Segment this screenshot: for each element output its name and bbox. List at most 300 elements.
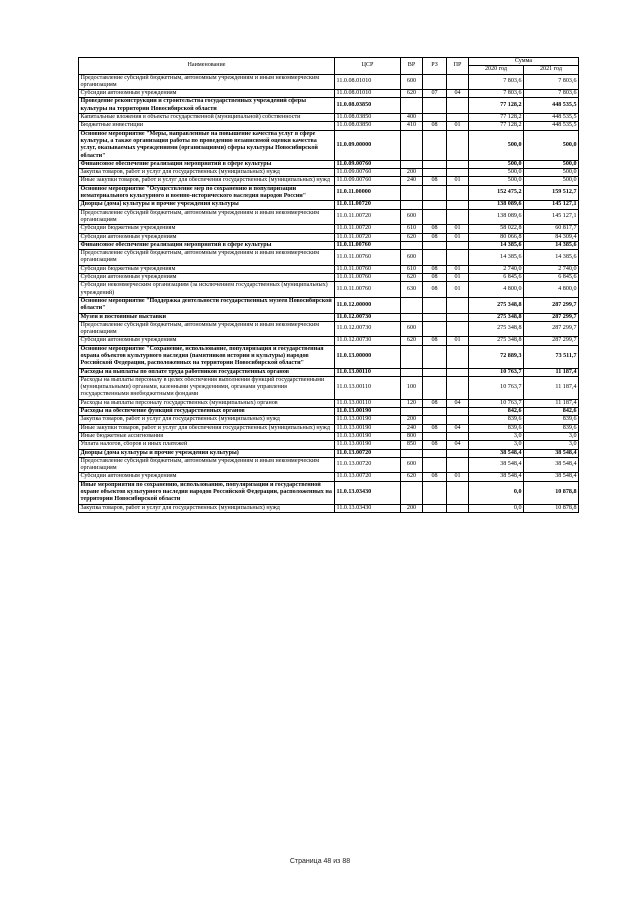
cell-csr: 11.0.11.00720	[335, 233, 401, 241]
cell-2021: 7 803,6	[524, 90, 579, 98]
cell-pr	[447, 98, 469, 114]
cell-2021: 3,0	[524, 432, 579, 440]
cell-2020: 275 348,8	[469, 337, 524, 345]
cell-2020: 7 803,6	[469, 74, 524, 90]
cell-rz	[423, 432, 447, 440]
cell-pr: 01	[447, 177, 469, 185]
table-row	[79, 225, 579, 233]
cell-2020: 0,0	[469, 481, 524, 504]
cell-pr	[447, 345, 469, 368]
table-row	[79, 424, 579, 432]
cell-2021: 60 817,7	[524, 225, 579, 233]
cell-name: Иные бюджетные ассигнования	[79, 432, 335, 440]
cell-name: Иные закупки товаров, работ и услуг для обеспечения государственных (муниципальных) нужд	[79, 424, 335, 432]
cell-name: Закупка товаров, работ и услуг для государственных (муниципальных) нужд	[79, 416, 335, 424]
cell-vr: 120	[401, 399, 423, 407]
cell-2020: 500,0	[469, 130, 524, 160]
cell-csr: 11.0.11.00720	[335, 225, 401, 233]
cell-vr: 200	[401, 416, 423, 424]
cell-name: Субсидии автономным учреждениям	[79, 233, 335, 241]
cell-2020: 4 800,0	[469, 282, 524, 298]
cell-vr: 620	[401, 233, 423, 241]
cell-csr: 11.0.13.00190	[335, 432, 401, 440]
cell-pr	[447, 185, 469, 201]
cell-pr: 04	[447, 399, 469, 407]
cell-name: Музеи и постоянные выставки	[79, 313, 335, 321]
table-row	[79, 130, 579, 160]
cell-pr: 04	[447, 441, 469, 449]
cell-2020: 77 128,2	[469, 114, 524, 122]
table-row	[79, 233, 579, 241]
cell-2021: 500,0	[524, 160, 579, 168]
cell-vr: 600	[401, 250, 423, 266]
cell-csr: 11.0.13.03430	[335, 504, 401, 512]
cell-pr	[447, 457, 469, 473]
cell-2020: 842,6	[469, 408, 524, 416]
cell-pr	[447, 313, 469, 321]
cell-pr: 04	[447, 424, 469, 432]
cell-pr	[447, 114, 469, 122]
cell-2020: 10 763,7	[469, 376, 524, 399]
cell-csr: 11.0.11.00760	[335, 241, 401, 249]
cell-2021: 145 127,1	[524, 201, 579, 209]
table-row	[79, 473, 579, 481]
cell-2020: 77 128,2	[469, 98, 524, 114]
cell-2021: 500,0	[524, 130, 579, 160]
cell-2020: 14 385,6	[469, 250, 524, 266]
cell-2020: 58 022,8	[469, 225, 524, 233]
cell-2021: 500,0	[524, 177, 579, 185]
cell-2021: 11 187,4	[524, 376, 579, 399]
col-header-name: Наименование	[79, 58, 335, 75]
table-row	[79, 169, 579, 177]
cell-2020: 14 385,6	[469, 241, 524, 249]
cell-csr: 11.0.11.00000	[335, 185, 401, 201]
cell-vr	[401, 313, 423, 321]
cell-pr	[447, 321, 469, 337]
page-number: Страница 48 из 88	[289, 858, 351, 865]
col-header-rz: РЗ	[423, 58, 447, 75]
cell-vr: 200	[401, 169, 423, 177]
cell-csr: 11.0.13.00720	[335, 473, 401, 481]
table-row	[79, 449, 579, 457]
cell-rz	[423, 481, 447, 504]
cell-name: Субсидии некоммерческим организациям (за исключением государственных (муниципальных) учреждений)	[79, 282, 335, 298]
cell-rz	[423, 74, 447, 90]
cell-csr: 11.0.13.00720	[335, 457, 401, 473]
cell-rz: 08	[423, 177, 447, 185]
cell-name: Дворцы (дома культуры и прочие учреждения культуры)	[79, 449, 335, 457]
cell-csr: 11.0.08.01010	[335, 90, 401, 98]
cell-rz: 08	[423, 122, 447, 130]
cell-vr: 240	[401, 424, 423, 432]
cell-pr	[447, 408, 469, 416]
cell-rz	[423, 201, 447, 209]
table-header	[79, 58, 579, 75]
cell-name: Субсидии бюджетным учреждениям	[79, 225, 335, 233]
cell-2020: 138 089,6	[469, 209, 524, 225]
cell-vr	[401, 241, 423, 249]
table-row	[79, 408, 579, 416]
cell-2020: 3,0	[469, 441, 524, 449]
cell-rz: 07	[423, 90, 447, 98]
cell-csr: 11.0.11.00760	[335, 274, 401, 282]
cell-csr: 11.0.12.00730	[335, 321, 401, 337]
cell-2021: 38 548,4	[524, 473, 579, 481]
cell-csr: 11.0.08.03850	[335, 114, 401, 122]
cell-name: Предоставление субсидий бюджетным, автономным учреждениям и иным некоммерческим организациям	[79, 250, 335, 266]
cell-2020: 38 548,4	[469, 473, 524, 481]
cell-csr: 11.0.09.00760	[335, 160, 401, 168]
cell-rz	[423, 185, 447, 201]
col-header-pr: ПР	[447, 58, 469, 75]
cell-rz: 08	[423, 282, 447, 298]
table-row	[79, 399, 579, 407]
cell-name: Основное мероприятие "Поддержка деятельности государственных музеев Новосибирской области"	[79, 297, 335, 313]
cell-2021: 287 299,7	[524, 313, 579, 321]
cell-pr: 01	[447, 274, 469, 282]
cell-pr	[447, 250, 469, 266]
cell-2021: 10 878,8	[524, 481, 579, 504]
cell-2021: 38 548,4	[524, 457, 579, 473]
table-row	[79, 368, 579, 376]
cell-2020: 275 348,8	[469, 313, 524, 321]
table-row	[79, 98, 579, 114]
cell-name: Основное мероприятие "Сохранение, использование, популяризация и государственная охрана объектов культурного наследия (памятников истории и культуры) народов Российской Федерации, расположенных на территории Новосибирской области"	[79, 345, 335, 368]
cell-vr: 620	[401, 90, 423, 98]
cell-rz	[423, 321, 447, 337]
cell-vr: 410	[401, 122, 423, 130]
table-row	[79, 274, 579, 282]
cell-name: Предоставление субсидий бюджетным, автономным учреждениям и иным некоммерческим организациям	[79, 321, 335, 337]
table-row	[79, 416, 579, 424]
cell-pr	[447, 368, 469, 376]
cell-name: Расходы на выплаты персоналу в целях обеспечения выполнения функций государственными (муниципальными) органами, казенными учреждениями, органами управления государственными внебюджетными фондами	[79, 376, 335, 399]
cell-2020: 72 889,3	[469, 345, 524, 368]
cell-2021: 500,0	[524, 169, 579, 177]
cell-name: Расходы на обеспечение функций государственных органов	[79, 408, 335, 416]
table-row	[79, 74, 579, 90]
cell-2021: 11 187,4	[524, 368, 579, 376]
cell-rz	[423, 169, 447, 177]
cell-name: Субсидии автономным учреждениям	[79, 337, 335, 345]
cell-vr	[401, 160, 423, 168]
cell-vr: 610	[401, 225, 423, 233]
cell-2020: 839,6	[469, 416, 524, 424]
cell-vr	[401, 297, 423, 313]
cell-name: Предоставление субсидий бюджетным, автономным учреждениям и иным некоммерческим организациям	[79, 74, 335, 90]
table-row	[79, 250, 579, 266]
cell-pr: 01	[447, 265, 469, 273]
cell-name: Капитальные вложения в объекты государственной (муниципальной) собственности	[79, 114, 335, 122]
cell-pr	[447, 376, 469, 399]
cell-csr: 11.0.13.00110	[335, 399, 401, 407]
cell-2020: 77 128,2	[469, 122, 524, 130]
table-row	[79, 297, 579, 313]
cell-vr	[401, 481, 423, 504]
cell-rz	[423, 98, 447, 114]
cell-csr: 11.0.13.00190	[335, 441, 401, 449]
cell-pr: 01	[447, 282, 469, 298]
cell-2020: 10 763,7	[469, 368, 524, 376]
cell-rz	[423, 209, 447, 225]
cell-csr: 11.0.11.00720	[335, 209, 401, 225]
cell-rz: 08	[423, 399, 447, 407]
cell-2020: 138 089,6	[469, 201, 524, 209]
cell-vr: 630	[401, 282, 423, 298]
cell-rz: 08	[423, 225, 447, 233]
cell-rz	[423, 241, 447, 249]
cell-2021: 159 512,7	[524, 185, 579, 201]
cell-rz	[423, 368, 447, 376]
cell-vr	[401, 130, 423, 160]
cell-2021: 448 535,5	[524, 114, 579, 122]
cell-csr: 11.0.08.03850	[335, 122, 401, 130]
cell-name: Финансовое обеспечение реализации мероприятий в сфере культуры	[79, 241, 335, 249]
cell-pr	[447, 201, 469, 209]
cell-rz	[423, 408, 447, 416]
cell-name: Проведение реконструкции и строительства государственных учреждений сферы культуры на территории Новосибирской области	[79, 98, 335, 114]
cell-csr: 11.0.08.03850	[335, 98, 401, 114]
cell-name: Финансовое обеспечение реализации мероприятий в сфере культуры	[79, 160, 335, 168]
cell-2021: 448 535,5	[524, 122, 579, 130]
cell-name: Субсидии автономным учреждениям	[79, 473, 335, 481]
cell-pr	[447, 449, 469, 457]
cell-vr	[401, 345, 423, 368]
cell-csr: 11.0.12.00730	[335, 313, 401, 321]
cell-pr	[447, 74, 469, 90]
cell-2021: 4 800,0	[524, 282, 579, 298]
cell-2021: 73 511,7	[524, 345, 579, 368]
table-body	[79, 74, 579, 512]
col-header-2020: 2020 год	[469, 66, 524, 74]
cell-rz	[423, 416, 447, 424]
cell-pr: 01	[447, 122, 469, 130]
cell-pr	[447, 160, 469, 168]
table-row	[79, 122, 579, 130]
cell-2020: 275 348,8	[469, 321, 524, 337]
cell-name: Основное мероприятие "Осуществление мер по сохранению и популяризации нематериального культурного и военно-исторического наследия народов России"	[79, 185, 335, 201]
cell-2021: 11 187,4	[524, 399, 579, 407]
cell-2021: 2 740,0	[524, 265, 579, 273]
cell-rz: 08	[423, 274, 447, 282]
cell-csr: 11.0.08.01010	[335, 74, 401, 90]
cell-pr: 01	[447, 233, 469, 241]
table-row	[79, 185, 579, 201]
cell-pr	[447, 504, 469, 512]
cell-csr: 11.0.13.00000	[335, 345, 401, 368]
cell-2020: 0,0	[469, 504, 524, 512]
cell-2020: 500,0	[469, 177, 524, 185]
cell-csr: 11.0.13.00110	[335, 376, 401, 399]
cell-2020: 7 803,6	[469, 90, 524, 98]
table-row	[79, 201, 579, 209]
col-header-vr: ВР	[401, 58, 423, 75]
cell-csr: 11.0.11.00760	[335, 250, 401, 266]
cell-pr	[447, 169, 469, 177]
table-row	[79, 321, 579, 337]
budget-document	[78, 57, 578, 513]
cell-rz	[423, 160, 447, 168]
cell-vr: 620	[401, 473, 423, 481]
table-row	[79, 265, 579, 273]
cell-2020: 839,6	[469, 424, 524, 432]
table-row	[79, 90, 579, 98]
col-header-sum: Сумма	[469, 58, 579, 66]
cell-name: Бюджетные инвестиции	[79, 122, 335, 130]
cell-2021: 7 803,6	[524, 74, 579, 90]
cell-vr: 610	[401, 265, 423, 273]
cell-rz: 08	[423, 424, 447, 432]
cell-2021: 842,6	[524, 408, 579, 416]
cell-2021: 287 299,7	[524, 297, 579, 313]
cell-2021: 10 878,8	[524, 504, 579, 512]
cell-csr: 11.0.13.03430	[335, 481, 401, 504]
cell-vr	[401, 201, 423, 209]
cell-name: Закупка товаров, работ и услуг для государственных (муниципальных) нужд	[79, 504, 335, 512]
cell-csr: 11.0.11.00720	[335, 201, 401, 209]
cell-2020: 6 845,6	[469, 274, 524, 282]
cell-vr: 600	[401, 209, 423, 225]
cell-2021: 6 845,6	[524, 274, 579, 282]
cell-2020: 2 740,0	[469, 265, 524, 273]
cell-pr	[447, 416, 469, 424]
table-row	[79, 160, 579, 168]
cell-vr: 800	[401, 432, 423, 440]
cell-csr: 11.0.09.00760	[335, 177, 401, 185]
cell-rz	[423, 297, 447, 313]
cell-csr: 11.0.13.00720	[335, 449, 401, 457]
cell-pr: 01	[447, 337, 469, 345]
cell-rz	[423, 376, 447, 399]
cell-vr: 600	[401, 321, 423, 337]
cell-rz	[423, 130, 447, 160]
cell-2021: 84 309,4	[524, 233, 579, 241]
cell-2021: 14 385,6	[524, 250, 579, 266]
cell-2021: 448 535,5	[524, 98, 579, 114]
cell-2021: 839,6	[524, 424, 579, 432]
cell-pr	[447, 481, 469, 504]
cell-name: Расходы на выплаты персоналу государственных (муниципальных) органов	[79, 399, 335, 407]
cell-rz: 08	[423, 473, 447, 481]
cell-2021: 3,0	[524, 441, 579, 449]
cell-2021: 38 548,4	[524, 449, 579, 457]
cell-2020: 500,0	[469, 160, 524, 168]
cell-vr: 620	[401, 274, 423, 282]
cell-csr: 11.0.13.00190	[335, 424, 401, 432]
table-row	[79, 432, 579, 440]
cell-vr: 620	[401, 337, 423, 345]
cell-2021: 14 385,6	[524, 241, 579, 249]
cell-2020: 10 763,7	[469, 399, 524, 407]
cell-csr: 11.0.09.00760	[335, 169, 401, 177]
table-row	[79, 441, 579, 449]
table-row	[79, 376, 579, 399]
cell-pr: 01	[447, 473, 469, 481]
cell-csr: 11.0.13.00190	[335, 408, 401, 416]
cell-csr: 11.0.09.00000	[335, 130, 401, 160]
cell-pr	[447, 241, 469, 249]
cell-2021: 839,6	[524, 416, 579, 424]
cell-vr	[401, 408, 423, 416]
cell-rz	[423, 250, 447, 266]
budget-table	[78, 57, 579, 513]
table-row	[79, 337, 579, 345]
cell-vr: 400	[401, 114, 423, 122]
table-row	[79, 481, 579, 504]
cell-name: Основное мероприятие "Меры, направленные на повышение качества услуг в сфере культуры, а также организация работы по проведению независимой оценки качества услуг, оказываемых учреждениями (организациями) сферы культуры Новосибирской области"	[79, 130, 335, 160]
cell-2020: 152 475,2	[469, 185, 524, 201]
cell-2021: 287 299,7	[524, 321, 579, 337]
cell-2020: 500,0	[469, 169, 524, 177]
cell-vr	[401, 368, 423, 376]
cell-name: Расходы на выплаты по оплате труда работников государственных органов	[79, 368, 335, 376]
cell-rz: 08	[423, 337, 447, 345]
cell-rz	[423, 449, 447, 457]
col-header-csr: ЦСР	[335, 58, 401, 75]
table-row	[79, 114, 579, 122]
cell-rz	[423, 114, 447, 122]
cell-2021: 145 127,1	[524, 209, 579, 225]
cell-name: Субсидии автономным учреждениям	[79, 274, 335, 282]
cell-csr: 11.0.12.00730	[335, 337, 401, 345]
cell-pr	[447, 432, 469, 440]
cell-rz: 08	[423, 233, 447, 241]
cell-2020: 275 348,8	[469, 297, 524, 313]
cell-csr: 11.0.13.00190	[335, 416, 401, 424]
cell-vr: 850	[401, 441, 423, 449]
cell-csr: 11.0.13.00110	[335, 368, 401, 376]
cell-rz: 08	[423, 265, 447, 273]
cell-name: Предоставление субсидий бюджетным, автономным учреждениям и иным некоммерческим организациям	[79, 209, 335, 225]
cell-2020: 3,0	[469, 432, 524, 440]
table-row	[79, 177, 579, 185]
table-row	[79, 345, 579, 368]
cell-name: Иные закупки товаров, работ и услуг для обеспечения государственных (муниципальных) нужд	[79, 177, 335, 185]
table-row	[79, 504, 579, 512]
cell-name: Субсидии автономным учреждениям	[79, 90, 335, 98]
cell-vr: 200	[401, 504, 423, 512]
cell-vr: 240	[401, 177, 423, 185]
cell-name: Закупка товаров, работ и услуг для государственных (муниципальных) нужд	[79, 169, 335, 177]
cell-csr: 11.0.11.00760	[335, 282, 401, 298]
cell-rz: 08	[423, 441, 447, 449]
cell-rz	[423, 457, 447, 473]
cell-rz	[423, 504, 447, 512]
cell-name: Уплата налогов, сборов и иных платежей	[79, 441, 335, 449]
table-row	[79, 209, 579, 225]
table-row	[79, 241, 579, 249]
cell-pr: 04	[447, 90, 469, 98]
cell-2020: 38 548,4	[469, 457, 524, 473]
cell-pr	[447, 130, 469, 160]
cell-csr: 11.0.12.00000	[335, 297, 401, 313]
cell-vr: 600	[401, 457, 423, 473]
cell-2020: 38 548,4	[469, 449, 524, 457]
cell-name: Предоставление субсидий бюджетным, автономным учреждениям и иным некоммерческим организациям	[79, 457, 335, 473]
cell-pr: 01	[447, 225, 469, 233]
cell-vr	[401, 98, 423, 114]
cell-2020: 80 066,8	[469, 233, 524, 241]
cell-pr	[447, 209, 469, 225]
cell-name: Иные мероприятия по сохранению, использованию, популяризации и государственной охране объектов культурного наследия народов Российской Федерации, расположенных на территории Новосибирской области	[79, 481, 335, 504]
table-row	[79, 457, 579, 473]
cell-vr: 600	[401, 74, 423, 90]
table-row	[79, 282, 579, 298]
cell-name: Субсидии бюджетным учреждениям	[79, 265, 335, 273]
table-row	[79, 313, 579, 321]
cell-vr: 100	[401, 376, 423, 399]
